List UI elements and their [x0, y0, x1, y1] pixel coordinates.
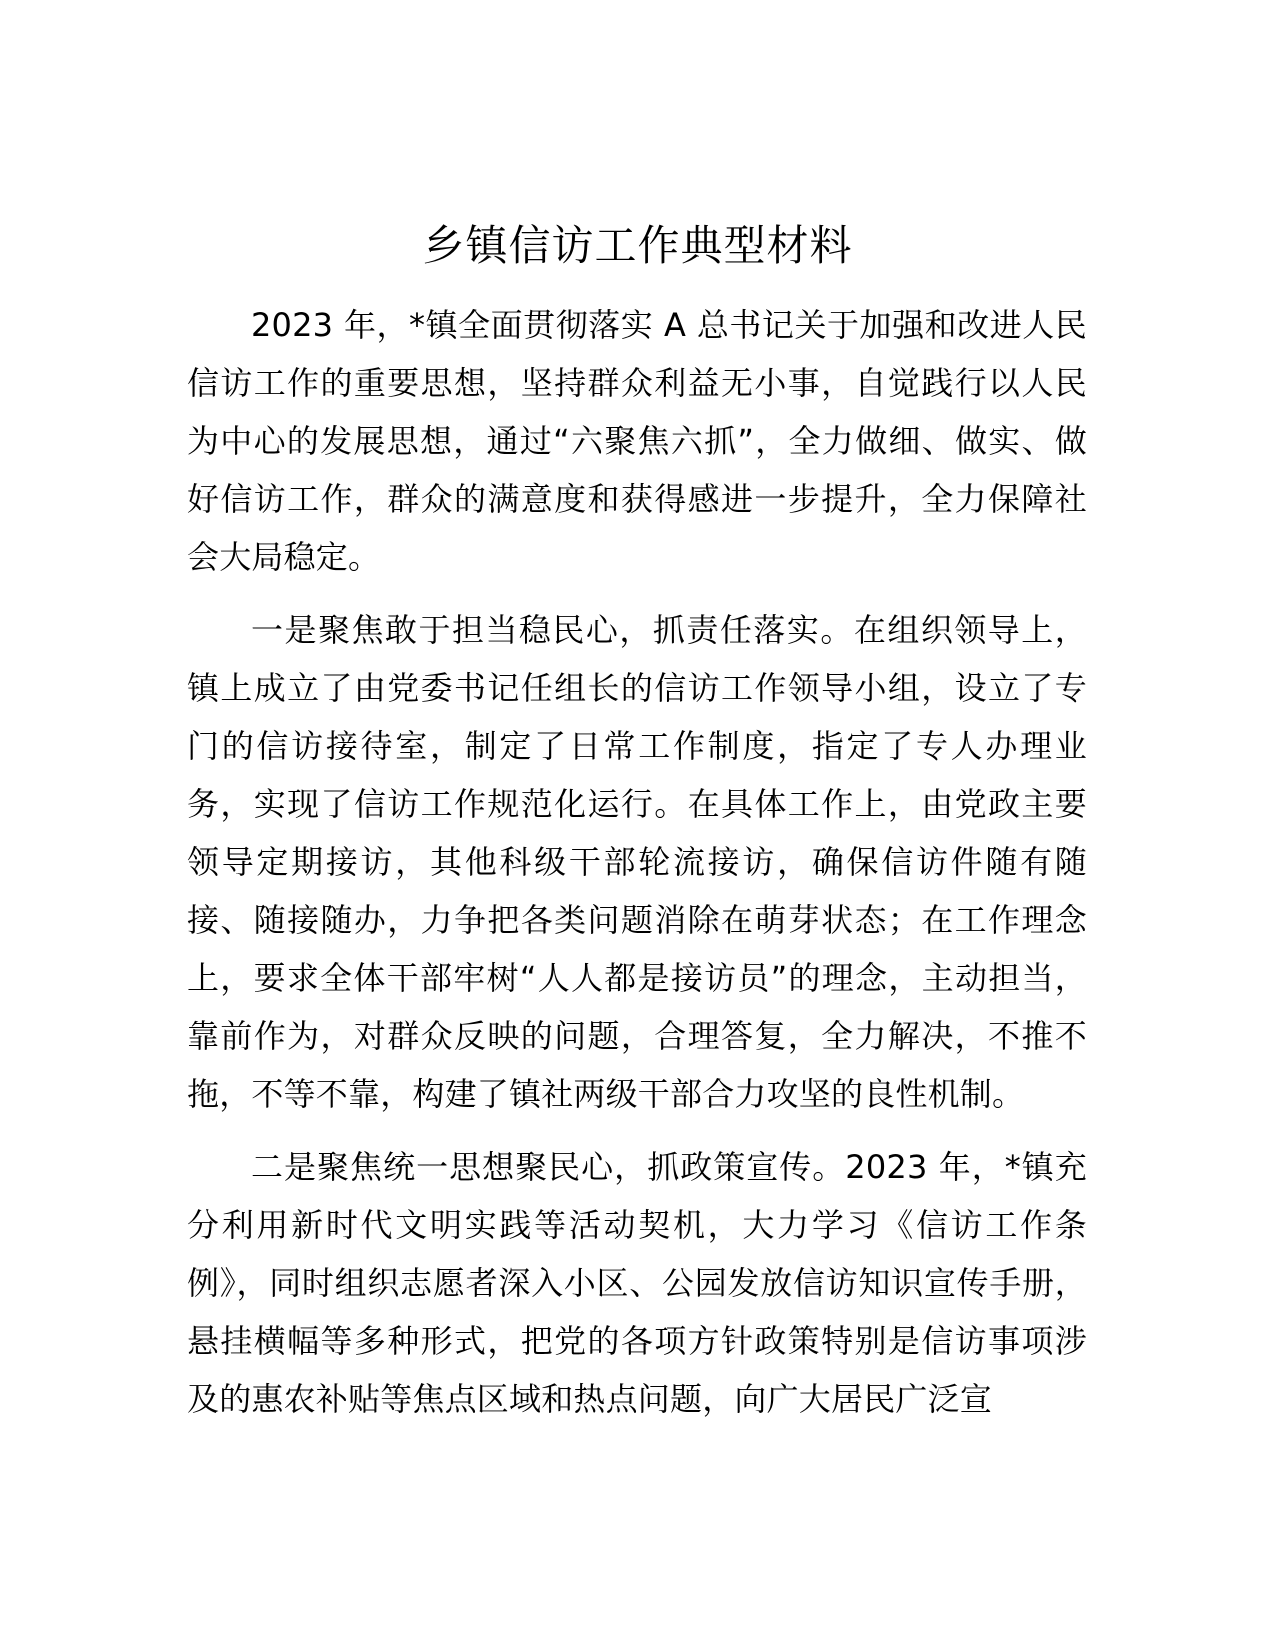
document-body — [187, 296, 1087, 1443]
paragraph-intro: 2023 年，*镇全面贯彻落实 A 总书记关于加强和改进人民信访工作的重要思想，坚持群众利益无小事，自觉践行以人民为中心的发展思想，通过“六聚焦六抓”，全力做细、做实、做好信访工作，群众的满意度和获得感进一步提升，全力保障社会大局稳定。 — [187, 306, 1087, 576]
paragraph-policy-publicity: 二是聚焦统一思想聚民心，抓政策宣传。2023 年，*镇充分利用新时代文明实践等活动契机，大力学习《信访工作条例》，同时组织志愿者深入小区、公园发放信访知识宣传手册，悬挂横幅等多种形式，把党的各项方针政策特别是信访事项涉及的惠农补贴等焦点区域和热点问题，向广大居民广泛宣 — [187, 1148, 1087, 1418]
document-title: 乡镇信访工作典型材料 — [422, 221, 853, 270]
paragraph-responsibility: 一是聚焦敢于担当稳民心，抓责任落实。在组织领导上，镇上成立了由党委书记任组长的信访工作领导小组，设立了专门的信访接待室，制定了日常工作制度，指定了专人办理业务，实现了信访工作规范化运行。在具体工作上，由党政主要领导定期接访，其他科级干部轮流接访，确保信访件随有随接、随接随办，力争把各类问题消除在萌芽状态；在工作理念上，要求全体干部牢树“人人都是接访员”的理念，主动担当，靠前作为，对群众反映的问题，合理答复，全力解决，不推不拖，不等不靠，构建了镇社两级干部合力攻坚的良性机制。 — [187, 611, 1087, 1113]
